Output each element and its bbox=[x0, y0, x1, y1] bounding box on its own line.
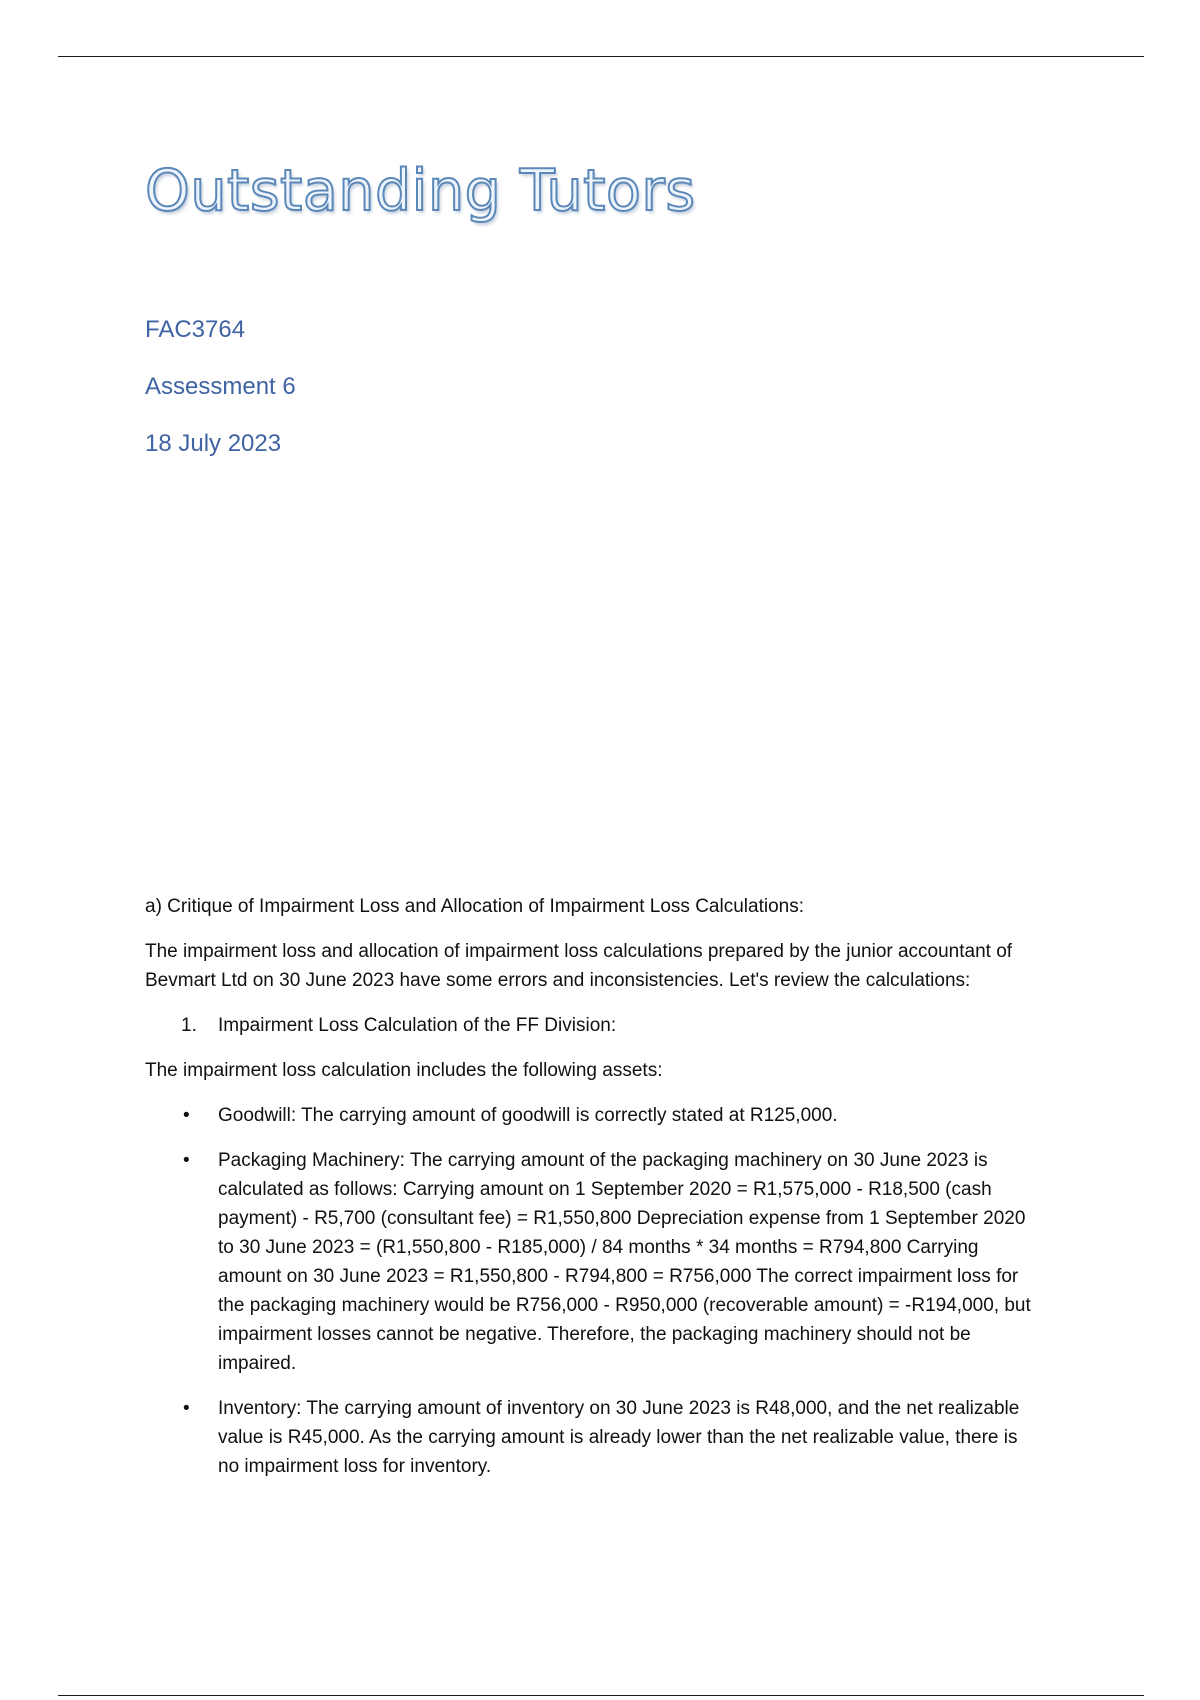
top-rule bbox=[58, 56, 1144, 57]
brand-title: Outstanding Tutors bbox=[145, 158, 696, 224]
bullet-item-inventory bbox=[145, 1394, 1035, 1481]
bullet-icon: • bbox=[183, 1150, 190, 1171]
list-item-text: Impairment Loss Calculation of the FF Division: bbox=[218, 1015, 617, 1036]
bullet-list bbox=[145, 1101, 1035, 1481]
bullet-icon: • bbox=[183, 1105, 190, 1126]
assessment-date: 18 July 2023 bbox=[145, 430, 282, 457]
bullet-text: Packaging Machinery: The carrying amount of the packaging machinery on 30 June 2023 is calculated as follows: Carrying amount on 1 September 2020 = R1,575,000 - R18,500 (cash payment) - R5,700 (consultant fee) = R1,550,800 Depreciation expense from 1 September 2020 to 30 June 2023 = (R1,550,800 - R185,000) / 84 months * 34 months = R794,800 Carrying amount on 30 June 2023 = R1,550,800 - R794,800 = R756,000 The correct impairment loss for the packaging machinery would be R756,000 - R950,000 (recoverable amount) = -R194,000, but impairment losses cannot be negative. Therefore, the packaging machinery should not be impaired. bbox=[218, 1150, 1031, 1374]
list-number: 1. bbox=[181, 1015, 197, 1036]
numbered-list-item bbox=[145, 1011, 1035, 1040]
section-heading: a) Critique of Impairment Loss and Allocation of Impairment Loss Calculations: bbox=[145, 896, 804, 917]
bullet-item-packaging-machinery bbox=[145, 1146, 1035, 1378]
bullet-text: Goodwill: The carrying amount of goodwill is correctly stated at R125,000. bbox=[218, 1105, 838, 1126]
intro-paragraph: The impairment loss and allocation of impairment loss calculations prepared by the junior accountant of Bevmart Ltd on 30 June 2023 have some errors and inconsistencies. Let's review the calculations: bbox=[145, 941, 1013, 991]
bullet-icon: • bbox=[183, 1398, 190, 1419]
bullet-item-goodwill bbox=[145, 1101, 1035, 1130]
assets-intro: The impairment loss calculation includes the following assets: bbox=[145, 1060, 663, 1081]
bullet-text: Inventory: The carrying amount of inventory on 30 June 2023 is R48,000, and the net realizable value is R45,000. As the carrying amount is already lower than the net realizable value, there is no impairment loss for inventory. bbox=[218, 1398, 1020, 1477]
assessment-label: Assessment 6 bbox=[145, 373, 296, 400]
course-code: FAC3764 bbox=[145, 316, 246, 343]
bottom-rule bbox=[58, 1695, 1144, 1696]
numbered-list bbox=[145, 1011, 1035, 1040]
document-body bbox=[145, 892, 1035, 1497]
